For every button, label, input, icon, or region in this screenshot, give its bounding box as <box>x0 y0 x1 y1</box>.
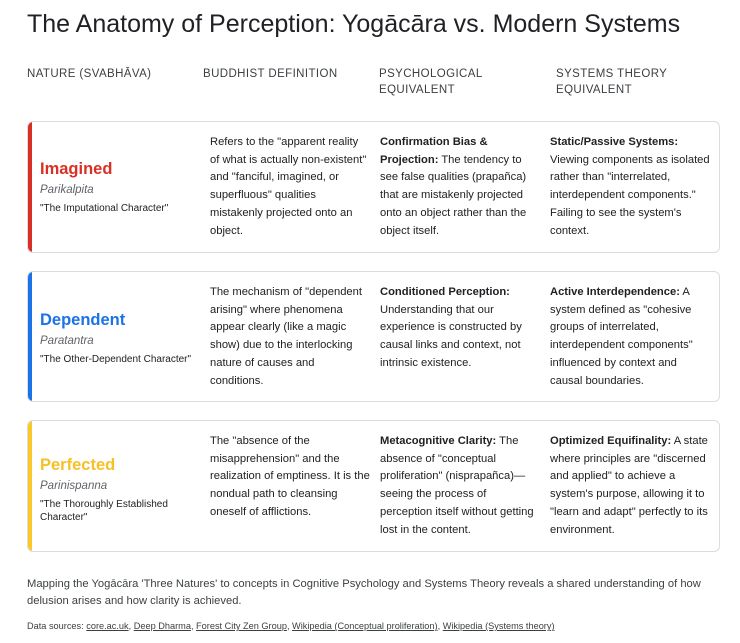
nature-name: Imagined <box>40 160 113 178</box>
psych-term: Metacognitive Clarity: <box>380 435 497 447</box>
row-card-dependent <box>27 271 720 402</box>
sanskrit-term: Parikalpita <box>40 184 94 196</box>
buddhist-definition: The mechanism of "dependent arising" where phenomena appear clearly (like a magic show) due to the interlocking nature of causes and conditions. <box>210 286 362 387</box>
sources-label: Data sources: <box>27 621 87 631</box>
header-buddhist-definition: BUDDHIST DEFINITION <box>203 68 338 80</box>
buddhist-definition: The "absence of the misapprehension" and the realization of emptiness. It is the nondual path to cleansing oneself of afflictions. <box>210 435 370 518</box>
systems-text: A system defined as "cohesive groups of interrelated, interdependent components" influenced by context and causal boundaries. <box>550 286 693 387</box>
psych-term: Confirmation Bias & Projection: <box>380 136 488 166</box>
source-link-forest-city-zen[interactable]: Forest City Zen Group <box>196 621 287 631</box>
source-link-core[interactable]: core.ac.uk <box>86 621 129 631</box>
psych-text: The absence of "conceptual proliferation" (nisprapañca)—seeing the process of perception itself without getting lost in the content. <box>380 435 534 536</box>
character-name: "The Imputational Character" <box>40 203 169 214</box>
systems-equivalent <box>550 433 710 539</box>
summary-text: Mapping the Yogācāra 'Three Natures' to concepts in Cognitive Psychology and Systems Theory reveals a shared understanding of how delusion arises and how clarity is achieved. <box>27 578 701 607</box>
header-systems-theory-equivalent: SYSTEMS THEORY EQUIVALENT <box>556 68 668 96</box>
data-sources: Data sources: core.ac.uk, Deep Dharma, Forest City Zen Group, Wikipedia (Conceptual proliferation), Wikipedia (Systems theory) <box>27 621 555 631</box>
character-name: "The Thoroughly Established Character" <box>40 499 168 523</box>
sanskrit-term: Paratantra <box>40 335 94 347</box>
accent-bar <box>28 421 32 551</box>
character-name: "The Other-Dependent Character" <box>40 354 192 365</box>
source-link-wiki-systems[interactable]: Wikipedia (Systems theory) <box>442 621 555 631</box>
row-card-perfected <box>27 420 720 552</box>
psychological-equivalent <box>380 284 540 373</box>
systems-equivalent <box>550 134 710 240</box>
accent-bar <box>28 272 32 401</box>
page-title: The Anatomy of Perception: Yogācāra vs. Modern Systems <box>27 10 681 38</box>
header-psychological-equivalent: PSYCHOLOGICAL EQUIVALENT <box>379 68 483 96</box>
row-card-imagined <box>27 121 720 253</box>
source-link-deep-dharma[interactable]: Deep Dharma <box>133 621 191 631</box>
accent-bar <box>28 122 32 252</box>
systems-term: Active Interdependence: <box>550 286 680 298</box>
psych-text: Understanding that our experience is constructed by causal links and context, not intrinsic existence. <box>380 303 522 369</box>
systems-term: Optimized Equifinality: <box>550 435 672 447</box>
psych-term: Conditioned Perception: <box>380 286 510 298</box>
psychological-equivalent <box>380 433 540 539</box>
sanskrit-term: Parinispanna <box>40 480 108 492</box>
nature-name: Perfected <box>40 456 116 474</box>
systems-text: A state where principles are "discerned and applied" to achieve a system's purpose, allowing it to "learn and adapt" perfectly to its environment. <box>550 435 708 536</box>
nature-block <box>40 159 200 215</box>
nature-block <box>40 310 200 366</box>
buddhist-definition: Refers to the "apparent reality of what is actually non-existent" and "fanciful, imagined, or superfluous" qualities mistakenly projected onto an object. <box>210 136 367 237</box>
nature-name: Dependent <box>40 311 126 329</box>
psych-text: The tendency to see false qualities (prapañca) that are mistakenly projected onto an object rather than the object itself. <box>380 153 527 237</box>
systems-term: Static/Passive Systems: <box>550 136 679 148</box>
source-link-wiki-conceptual[interactable]: Wikipedia (Conceptual proliferation) <box>292 621 438 631</box>
nature-block <box>40 455 200 524</box>
psychological-equivalent <box>380 134 540 240</box>
systems-equivalent <box>550 284 710 390</box>
systems-text: Viewing components as isolated rather than "interrelated, interdependent components." Failing to see the system's context. <box>550 153 710 237</box>
header-nature: NATURE (SVABHĀVA) <box>27 68 152 80</box>
